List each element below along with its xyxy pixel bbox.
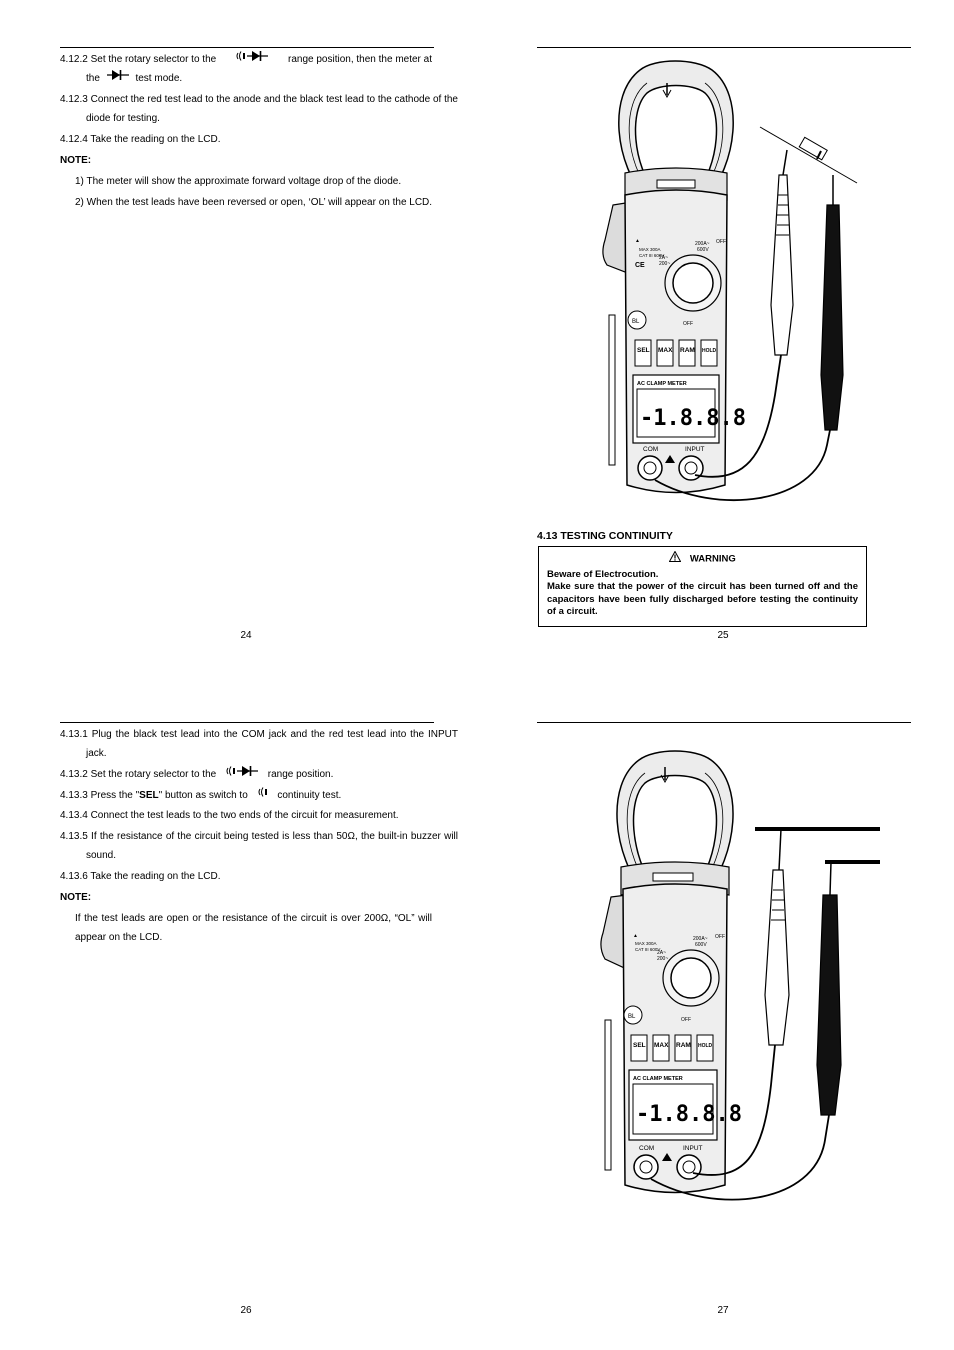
- svg-text:RAM: RAM: [676, 1042, 691, 1049]
- step-4-12-4: 4.12.4 Take the reading on the LCD.: [60, 134, 221, 145]
- step-4-12-2: 4.12.2 Set the rotary selector to the range position, then the meter at the test mode.: [60, 50, 432, 88]
- svg-text:BL: BL: [632, 319, 640, 325]
- svg-text:BL: BL: [628, 1014, 636, 1020]
- warning-icon: [669, 551, 681, 567]
- clamp-meter-diode-illustration: [595, 55, 895, 505]
- svg-text:OFF: OFF: [683, 321, 693, 327]
- svg-text:200~: 200~: [657, 956, 669, 962]
- continuity-diode-icon: [225, 765, 259, 784]
- svg-text:600V: 600V: [695, 942, 707, 948]
- page-number: 24: [240, 630, 252, 641]
- svg-text:OFF: OFF: [715, 934, 725, 940]
- note-item-2: 2) When the test leads have been reversed or open, ‘OL’ will appear on the LCD.: [75, 197, 433, 208]
- page-number: 27: [717, 1305, 729, 1316]
- svg-text:600V: 600V: [697, 247, 709, 253]
- page-26: [0, 675, 477, 1350]
- clamp-meter-circuit-illustration: [595, 745, 895, 1215]
- top-rule: [60, 47, 434, 48]
- note-item-1: 1) The meter will show the approximate forward voltage drop of the diode.: [75, 176, 402, 187]
- svg-text:COM: COM: [643, 446, 659, 453]
- top-rule: [537, 722, 911, 723]
- step-4-12-3: 4.12.3 Connect the red test lead to the anode and the black test lead to the cathode of the diode for testing.: [60, 94, 458, 124]
- section-title: 4.13 TESTING CONTINUITY: [537, 530, 673, 542]
- note-label: NOTE:: [60, 155, 92, 166]
- svg-text:HOLD: HOLD: [702, 348, 717, 354]
- top-rule: [537, 47, 911, 48]
- svg-text:INPUT: INPUT: [685, 446, 705, 453]
- svg-text:OFF: OFF: [681, 1017, 691, 1023]
- step-4-13-3: 4.13.3 Press the "SEL" button as switch to continuity test.: [60, 786, 432, 805]
- svg-text:HOLD: HOLD: [698, 1043, 713, 1049]
- svg-text:MAX: MAX: [658, 347, 673, 354]
- svg-text:MAX 300A: MAX 300A: [635, 941, 657, 946]
- svg-text:CAT III 600V: CAT III 600V: [639, 253, 665, 258]
- top-rule: [60, 722, 434, 723]
- warning-box: [538, 546, 867, 627]
- warning-mark: ▲: [635, 238, 640, 244]
- svg-text:▲: ▲: [633, 933, 638, 939]
- svg-text:CAT III 600V: CAT III 600V: [635, 947, 661, 952]
- svg-text:SEL: SEL: [637, 347, 650, 354]
- diode-icon: [107, 69, 129, 88]
- warning-title: WARNING: [547, 551, 858, 567]
- note-item-1: If the test leads are open or the resistance of the circuit is over 200Ω, “OL” will appear on the LCD.: [75, 913, 432, 943]
- svg-text:COM: COM: [639, 1145, 655, 1152]
- svg-text:2A~: 2A~: [657, 950, 667, 956]
- svg-text:MAX 300A: MAX 300A: [639, 247, 661, 252]
- step-4-13-4: 4.13.4 Connect the test leads to the two ends of the circuit for measurement.: [60, 810, 399, 821]
- svg-text:200~: 200~: [659, 261, 671, 267]
- svg-text:OFF: OFF: [716, 239, 726, 245]
- lcd-reading: -1.8.8.8: [640, 406, 746, 431]
- svg-text:200A~: 200A~: [693, 936, 708, 942]
- warning-line-1: Beware of Electrocution.: [547, 568, 659, 580]
- step-4-13-5: 4.13.5 If the resistance of the circuit being tested is less than 50Ω, the built-in buzzer will sound.: [60, 831, 458, 861]
- continuity-icon: [257, 786, 269, 805]
- page-27: [477, 675, 954, 1350]
- svg-text:2A~: 2A~: [659, 255, 669, 261]
- svg-text:SEL: SEL: [633, 1042, 646, 1049]
- page-number: 25: [717, 630, 729, 641]
- note-label: NOTE:: [60, 892, 92, 903]
- svg-text:INPUT: INPUT: [683, 1145, 703, 1152]
- svg-text:CE: CE: [635, 262, 645, 269]
- page-24: [0, 0, 477, 675]
- svg-text:AC CLAMP METER: AC CLAMP METER: [633, 1076, 683, 1082]
- svg-text:200A~: 200A~: [695, 241, 710, 247]
- step-4-13-2: 4.13.2 Set the rotary selector to the range position.: [60, 765, 432, 784]
- step-4-13-6: 4.13.6 Take the reading on the LCD.: [60, 871, 221, 882]
- page-25: [477, 0, 954, 675]
- warning-line-2: Make sure that the power of the circuit has been turned off and the capacitors have been fully discharged before testing the continuity of a circuit.: [547, 581, 858, 617]
- svg-text:MAX: MAX: [654, 1042, 669, 1049]
- step-4-13-1: 4.13.1 Plug the black test lead into the COM jack and the red test lead into the INPUT jack.: [60, 729, 458, 759]
- svg-text:RAM: RAM: [680, 347, 695, 354]
- page-number: 26: [240, 1305, 252, 1316]
- continuity-diode-icon: [235, 50, 269, 69]
- svg-text:AC CLAMP METER: AC CLAMP METER: [637, 381, 687, 387]
- svg-text:-1.8.8.8: -1.8.8.8: [636, 1102, 742, 1127]
